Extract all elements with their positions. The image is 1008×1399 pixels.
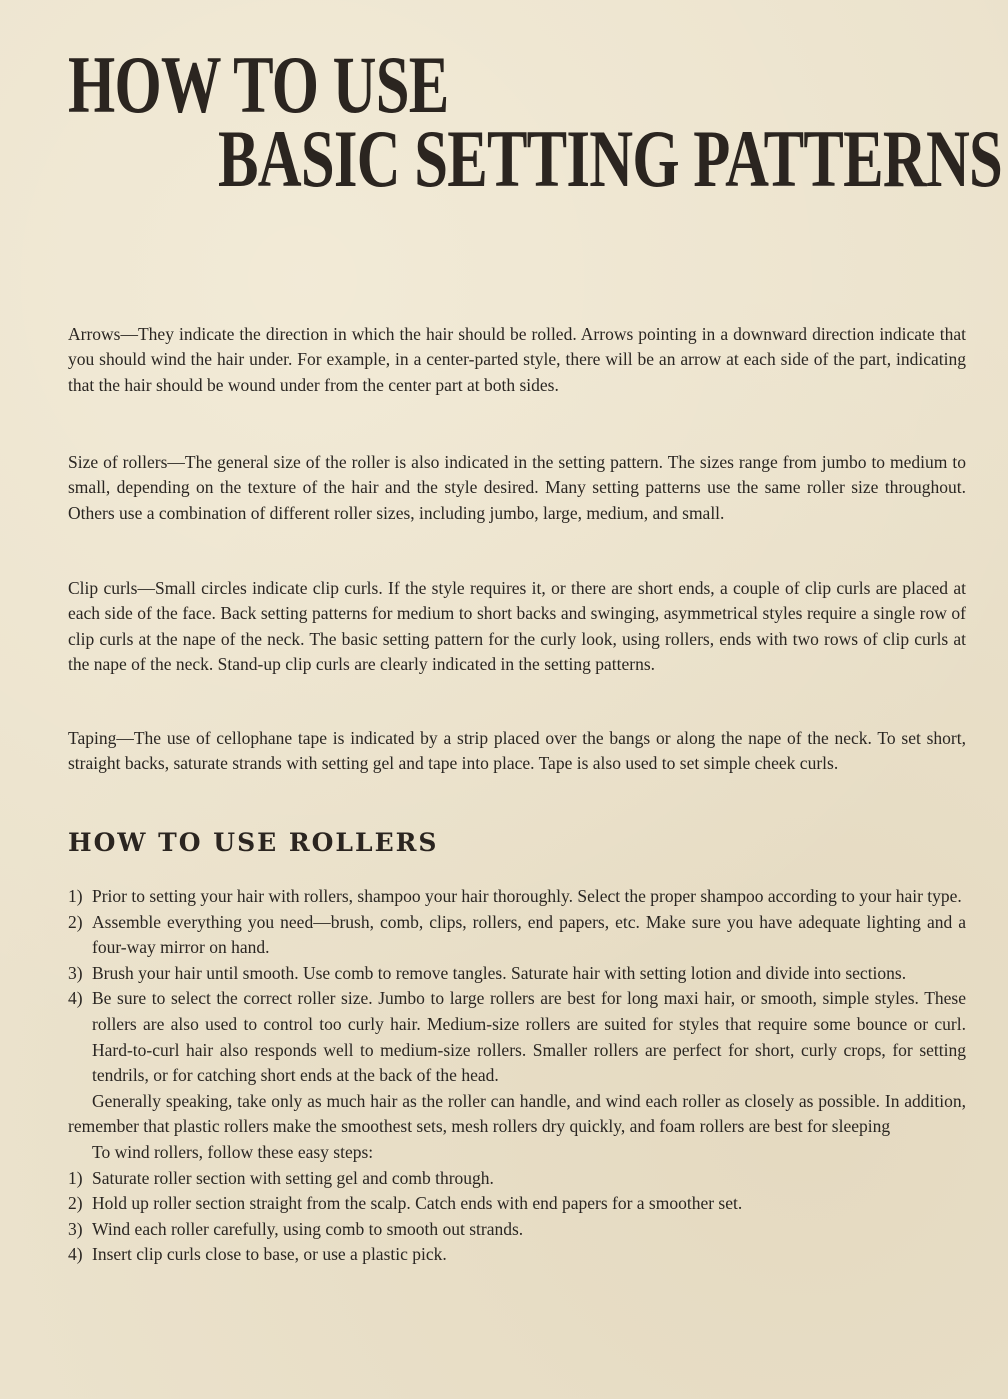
page-title-line-1: HOW TO USE (68, 39, 449, 130)
section-heading-rollers: HOW TO USE ROLLERS (68, 828, 439, 857)
list-number: 1) (68, 886, 83, 906)
list-number: 3) (68, 1218, 83, 1239)
list-item (68, 986, 966, 1088)
list-text: Prior to setting your hair with rollers, shampoo your hair thoroughly. Select the proper shampoo according to your hair type. (92, 886, 962, 906)
general-advice: Generally speaking, take only as much hair as the roller can handle, and wind each roller as closely as possible. In addition, remember that plastic rollers make the smoothest sets, mesh rollers dry quickly, and foam rollers are best for sleeping (68, 1090, 966, 1137)
list-text: Saturate roller section with setting gel and comb through. (92, 1167, 494, 1188)
paragraph-size-of-rollers: Size of rollers—The general size of the roller is also indicated in the setting pattern. The sizes range from jumbo to medium to small, depending on the texture of the hair and the style desired. Many setting patterns use the same roller size throughout. Others use a combination of different roller sizes, including jumbo, large, medium, and small. (68, 451, 966, 523)
list-text: Assemble everything you need—brush, comb, clips, rollers, end papers, etc. Make sure you have adequate lighting and a four-way mirror on hand. (92, 911, 966, 958)
list-number: 4) (68, 988, 83, 1009)
list-text: Insert clip curls close to base, or use a plastic pick. (92, 1244, 447, 1265)
list-text: Wind each roller carefully, using comb to smooth out strands. (92, 1218, 524, 1239)
page-title-line-2: BASIC SETTING PATTERNS (218, 113, 1003, 204)
list-item (68, 1242, 966, 1268)
list-number: 3) (68, 962, 83, 983)
list-text: Hold up roller section straight from the scalp. Catch ends with end papers for a smoother set. (92, 1193, 743, 1214)
rollers-instructions (68, 884, 966, 1268)
paragraph-arrows: Arrows—They indicate the direction in which the hair should be rolled. Arrows pointing in a downward direction indicate that you should wind the hair under. For example, in a center-parted style, there will be an arrow at each side of the part, indicating that the hair should be wound under from the center part at both sides. (68, 323, 966, 395)
wind-intro: To wind rollers, follow these easy steps: (92, 1141, 374, 1162)
list-item (68, 1191, 966, 1217)
paragraph-taping: Taping—The use of cellophane tape is indicated by a strip placed over the bangs or along the nape of the neck. To set short, straight backs, saturate strands with setting gel and tape into place. Tape is also used to set simple cheek curls. (68, 727, 966, 774)
list-number: 2) (68, 1193, 83, 1214)
list-text: Be sure to select the correct roller size. Jumbo to large rollers are best for long maxi hair, or smooth, simple styles. These rollers are also used to control too curly hair. Medium-size rollers are suited for styles that require some bounce or curl. Hard-to-curl hair also responds well to medium-size rollers. Smaller rollers are perfect for short, curly crops, for setting tendrils, or for catching short ends at the back of the head. (92, 988, 966, 1086)
list-text: Brush your hair until smooth. Use comb to remove tangles. Saturate hair with setting lotion and divide into sections. (92, 962, 907, 983)
list-item (68, 884, 966, 910)
list-item (68, 910, 966, 961)
list-number: 1) (68, 1167, 83, 1188)
list-number: 4) (68, 1244, 83, 1265)
list-number: 2) (68, 911, 83, 932)
paragraph-clip-curls: Clip curls—Small circles indicate clip curls. If the style requires it, or there are short ends, a couple of clip curls are placed at each side of the face. Back setting patterns for medium to short backs and swinging, asymmetrical styles require a single row of clip curls at the nape of the neck. The basic setting pattern for the curly look, using rollers, ends with two rows of clip curls at the nape of the neck. Stand-up clip curls are clearly indicated in the setting patterns. (68, 577, 966, 675)
list-item (68, 961, 966, 987)
list-item (68, 1217, 966, 1243)
list-item (68, 1166, 966, 1192)
